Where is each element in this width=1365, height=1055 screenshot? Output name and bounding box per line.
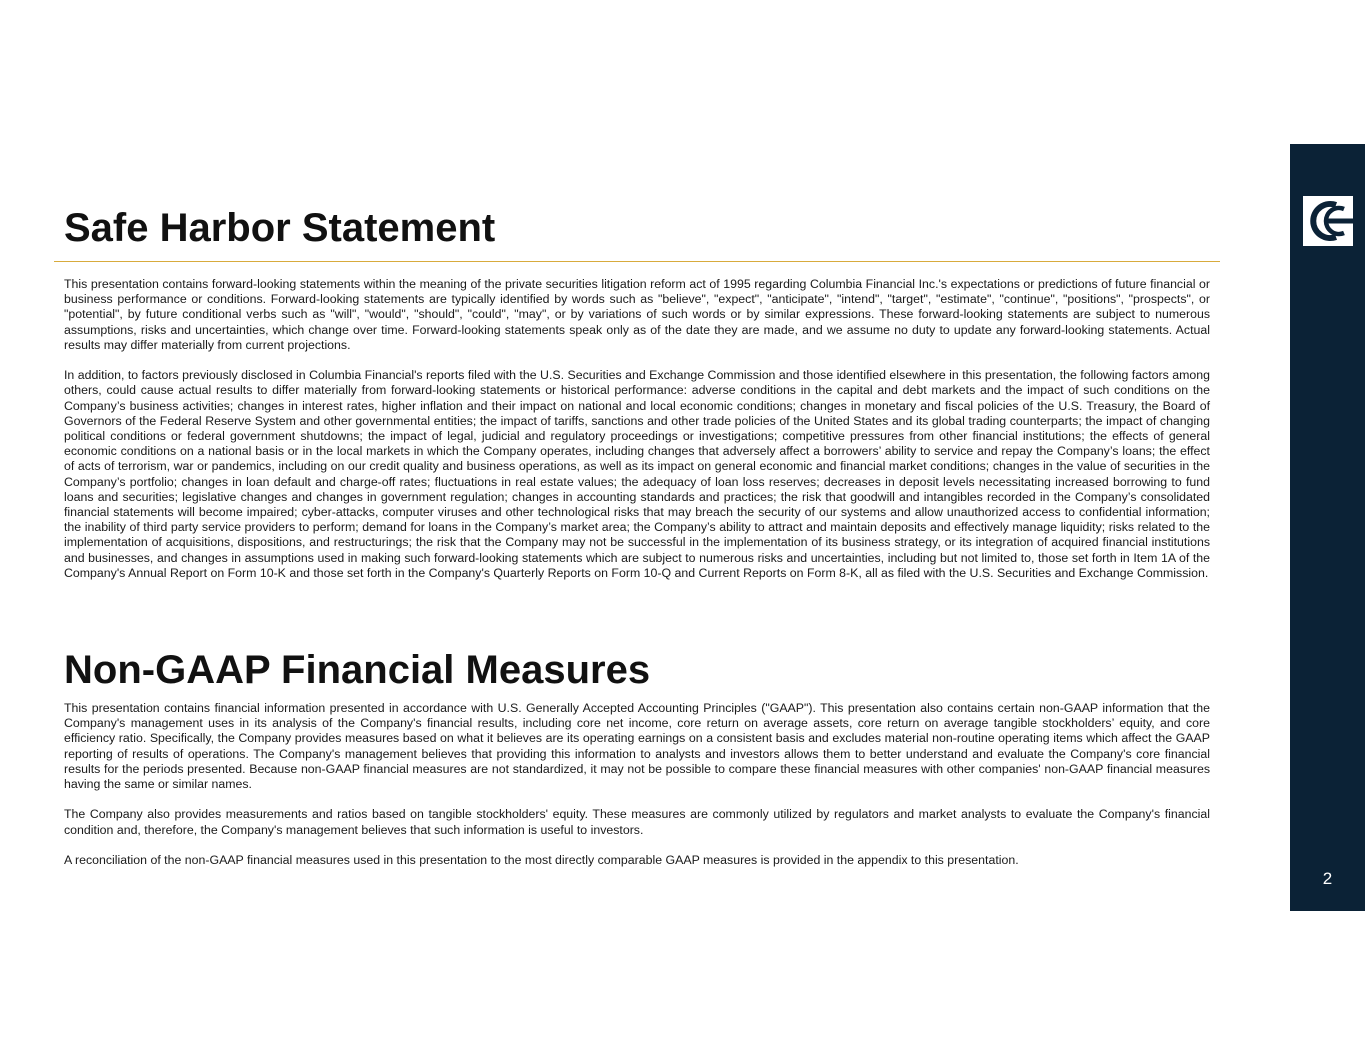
non-gaap-paragraph-3: A reconciliation of the non-GAAP financial measures used in this presentation to the most directly comparable GAAP measures is provided in the appendix to this presentation. bbox=[64, 853, 1019, 867]
non-gaap-title: Non-GAAP Financial Measures bbox=[64, 648, 651, 692]
non-gaap-paragraph-2: The Company also provides measurements and ratios based on tangible stockholders' equity. These measures are commonly utilized by regulators and market analysts to evaluate the Company's financial condition and, therefore, the Company's management believes that such information is useful to investors. bbox=[64, 807, 1210, 837]
page-number: 2 bbox=[1322, 869, 1333, 888]
safe-harbor-paragraph-1: This presentation contains forward-looking statements within the meaning of the private securities litigation reform act of 1995 regarding Columbia Financial Inc.'s expectations or predictions of future financial or business performance or conditions. Forward-looking statements are typically identified by words such as "believe", "expect", "anticipate", "intend", "target", "estimate", "continue", "positions", "prospects", or "potential", by future conditional verbs such as "will", "would", "should", "could", "may", or by variations of such words or by similar expressions. These forward-looking statements are subject to numerous assumptions, risks and uncertainties, which change over time. Forward-looking statements speak only as of the date they are made, and we assume no duty to update any forward-looking statements. Actual results may differ materially from current projections. bbox=[64, 277, 1210, 352]
safe-harbor-title: Safe Harbor Statement bbox=[64, 206, 496, 250]
title-divider bbox=[54, 261, 1220, 262]
safe-harbor-body bbox=[64, 277, 1210, 581]
non-gaap-body bbox=[64, 701, 1210, 868]
non-gaap-paragraph-1: This presentation contains financial information presented in accordance with U.S. Generally Accepted Accounting Principles ("GAAP"). This presentation also contains certain non-GAAP information that the Company's management uses in its analysis of the Company's financial results, including core net income, core return on average assets, core return on average tangible stockholders’ equity, and core efficiency ratio. Specifically, the Company provides measures based on what it believes are its operating earnings on a consistent basis and excludes material non-routine operating items which affect the GAAP reporting of results of operations. The Company's management believes that providing this information to analysts and investors allows them to better understand and evaluate the Company's core financial results for the periods presented. Because non-GAAP financial measures are not standardized, it may not be possible to compare these financial measures with other companies' non-GAAP financial measures having the same or similar names. bbox=[64, 701, 1210, 792]
safe-harbor-paragraph-2: In addition, to factors previously disclosed in Columbia Financial's reports filed with the U.S. Securities and Exchange Commission and those identified elsewhere in this presentation, the following factors among others, could cause actual results to differ materially from forward-looking statements or historical performance: adverse conditions in the capital and debt markets and the impact of such conditions on the Company’s business activities; changes in interest rates, higher inflation and their impact on national and local economic conditions; changes in monetary and fiscal policies of the U.S. Treasury, the Board of Governors of the Federal Reserve System and other governmental entities; the impact of tariffs, sanctions and other trade policies of the United States and its global trading counterparts; the impact of changing political conditions or federal government shutdowns; the impact of legal, judicial and regulatory proceedings or investigations; competitive pressures from other financial institutions; the effects of general economic conditions on a national basis or in the local markets in which the Company operates, including changes that adversely affect a borrowers’ ability to service and repay the Company’s loans; the effect of acts of terrorism, war or pandemics, including on our credit quality and business operations, as well as its impact on general economic and financial market conditions; changes in the value of securities in the Company’s portfolio; changes in loan default and charge-off rates; fluctuations in real estate values; the adequacy of loan loss reserves; decreases in deposit levels necessitating increased borrowing to fund loans and securities; legislative changes and changes in government regulation; changes in accounting standards and practices; the risk that goodwill and intangibles recorded in the Company’s consolidated financial statements will become impaired; cyber-attacks, computer viruses and other technological risks that may breach the security of our systems and allow unauthorized access to confidential information; the inability of third party service providers to perform; demand for loans in the Company’s market area; the Company’s ability to attract and maintain deposits and effectively manage liquidity; risks related to the implementation of acquisitions, dispositions, and restructurings; the risk that the Company may not be successful in the implementation of its business strategy, or its integration of acquired financial institutions and businesses, and changes in assumptions used in making such forward-looking statements which are subject to numerous risks and uncertainties, including but not limited to, those set forth in Item 1A of the Company's Annual Report on Form 10-K and those set forth in the Company's Quarterly Reports on Form 10-Q and Current Reports on Form 8-K, all as filed with the U.S. Securities and Exchange Commission. bbox=[64, 368, 1210, 580]
columbia-c-logo-icon bbox=[1303, 196, 1353, 246]
side-bar bbox=[1290, 144, 1365, 911]
